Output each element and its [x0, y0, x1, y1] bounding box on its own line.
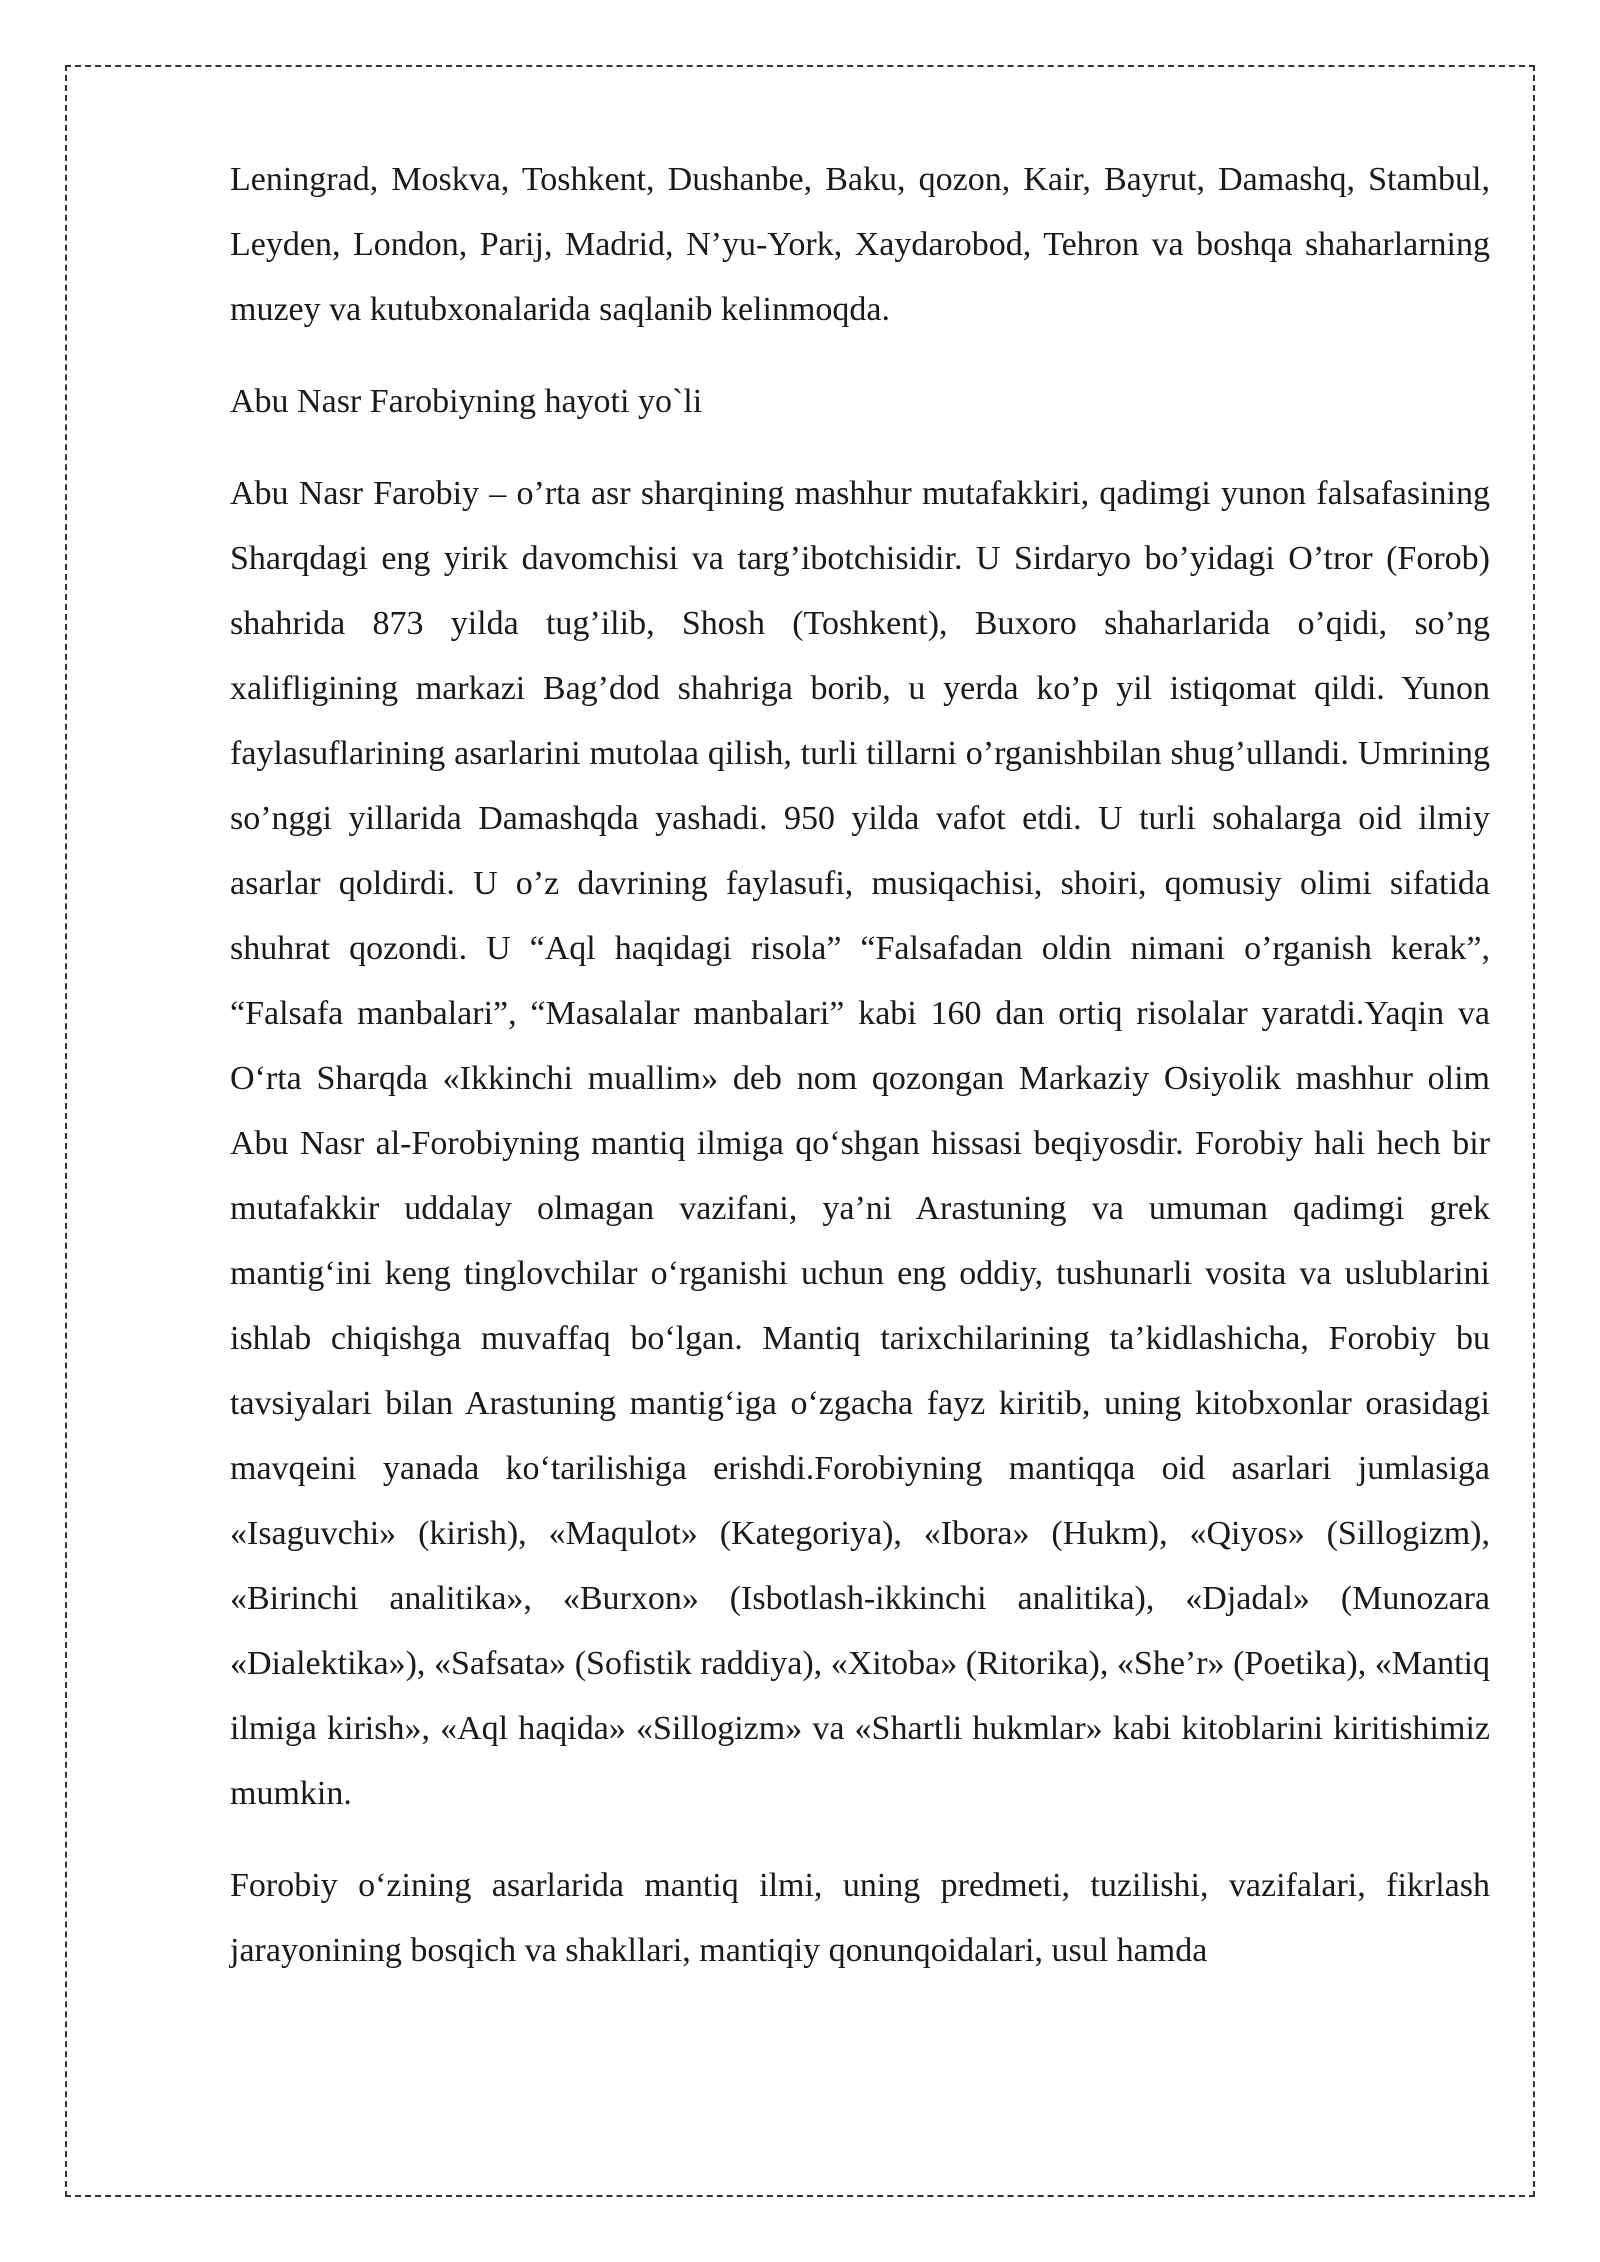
section-heading: Abu Nasr Farobiyning hayoti yo`li	[230, 383, 703, 420]
document-body	[230, 147, 1490, 1983]
paragraph-cities: Leningrad, Moskva, Toshkent, Dushanbe, Baku, qozon, Kair, Bayrut, Damashq, Stambul, Leyden, London, Parij, Madrid, N’yu-York, Xaydarobod, Tehron va boshqa shaharlarning muzey va kutubxonalarida saqlanib kelinmoqda.	[230, 161, 1490, 328]
paragraph-biography: Abu Nasr Farobiy – o’rta asr sharqining mashhur mutafakkiri, qadimgi yunon falsafasining Sharqdagi eng yirik davomchisi va targ’ibotchisidir. U Sirdaryo bo’yidagi O’tror (Forob) shahrida 873 yilda tug’ilib, Shosh (Toshkent), Buxoro shaharlarida o’qidi, so’ng xalifligining markazi Bag’dod shahriga borib, u yerda ko’p yil istiqomat qildi. Yunon faylasuflarining asarlarini mutolaa qilish, turli tillarni o’rganishbilan shug’ullandi. Umrining so’nggi yillarida Damashqda yashadi. 950 yilda vafot etdi. U turli sohalarga oid ilmiy asarlar qoldirdi. U o’z davrining faylasufi, musiqachisi, shoiri, qomusiy olimi sifatida shuhrat qozondi. U “Aql haqidagi risola” “Falsafadan oldin nimani o’rganish kerak”, “Falsafa manbalari”, “Masalalar manbalari” kabi 160 dan ortiq risolalar yaratdi.Yaqin va O‘rta Sharqda «Ikkinchi muallim» deb nom qozongan Markaziy Osiyolik mashhur olim Abu Nasr al-Forobiyning mantiq ilmiga qo‘shgan hissasi beqiyosdir. Forobiy hali hech bir mutafakkir uddalay olmagan vazifani, ya’ni Arastuning va umuman qadimgi grek mantig‘ini keng tinglovchilar o‘rganishi uchun eng oddiy, tushunarli vosita va uslublarini ishlab chiqishga muvaffaq bo‘lgan. Mantiq tarixchilarining ta’kidlashicha, Forobiy bu tavsiyalari bilan Arastuning mantig‘iga o‘zgacha fayz kiritib, uning kitobxonlar orasidagi mavqeini yanada ko‘tarilishiga erishdi.Forobiyning mantiqqa oid asarlari jumlasiga «Isaguvchi» (kirish), «Maqulot» (Kategoriya), «Ibora» (Hukm), «Qiyos» (Sillogizm), «Birinchi analitika», «Burxon» (Isbotlash-ikkinchi analitika), «Djadal» (Munozara «Dialektika»), «Safsata» (Sofistik raddiya), «Xitoba» (Ritorika), «She’r» (Poetika), «Mantiq ilmiga kirish», «Aql haqida» «Sillogizm» va «Shartli hukmlar» kabi kitoblarini kiritishimiz mumkin.	[230, 475, 1490, 1812]
paragraph-logic-works: Forobiy o‘zining asarlarida mantiq ilmi, uning predmeti, tuzilishi, vazifalari, fikrlash jarayonining bosqich va shakllari, mantiqiy qonunqoidalari, usul hamda	[230, 1867, 1490, 1969]
